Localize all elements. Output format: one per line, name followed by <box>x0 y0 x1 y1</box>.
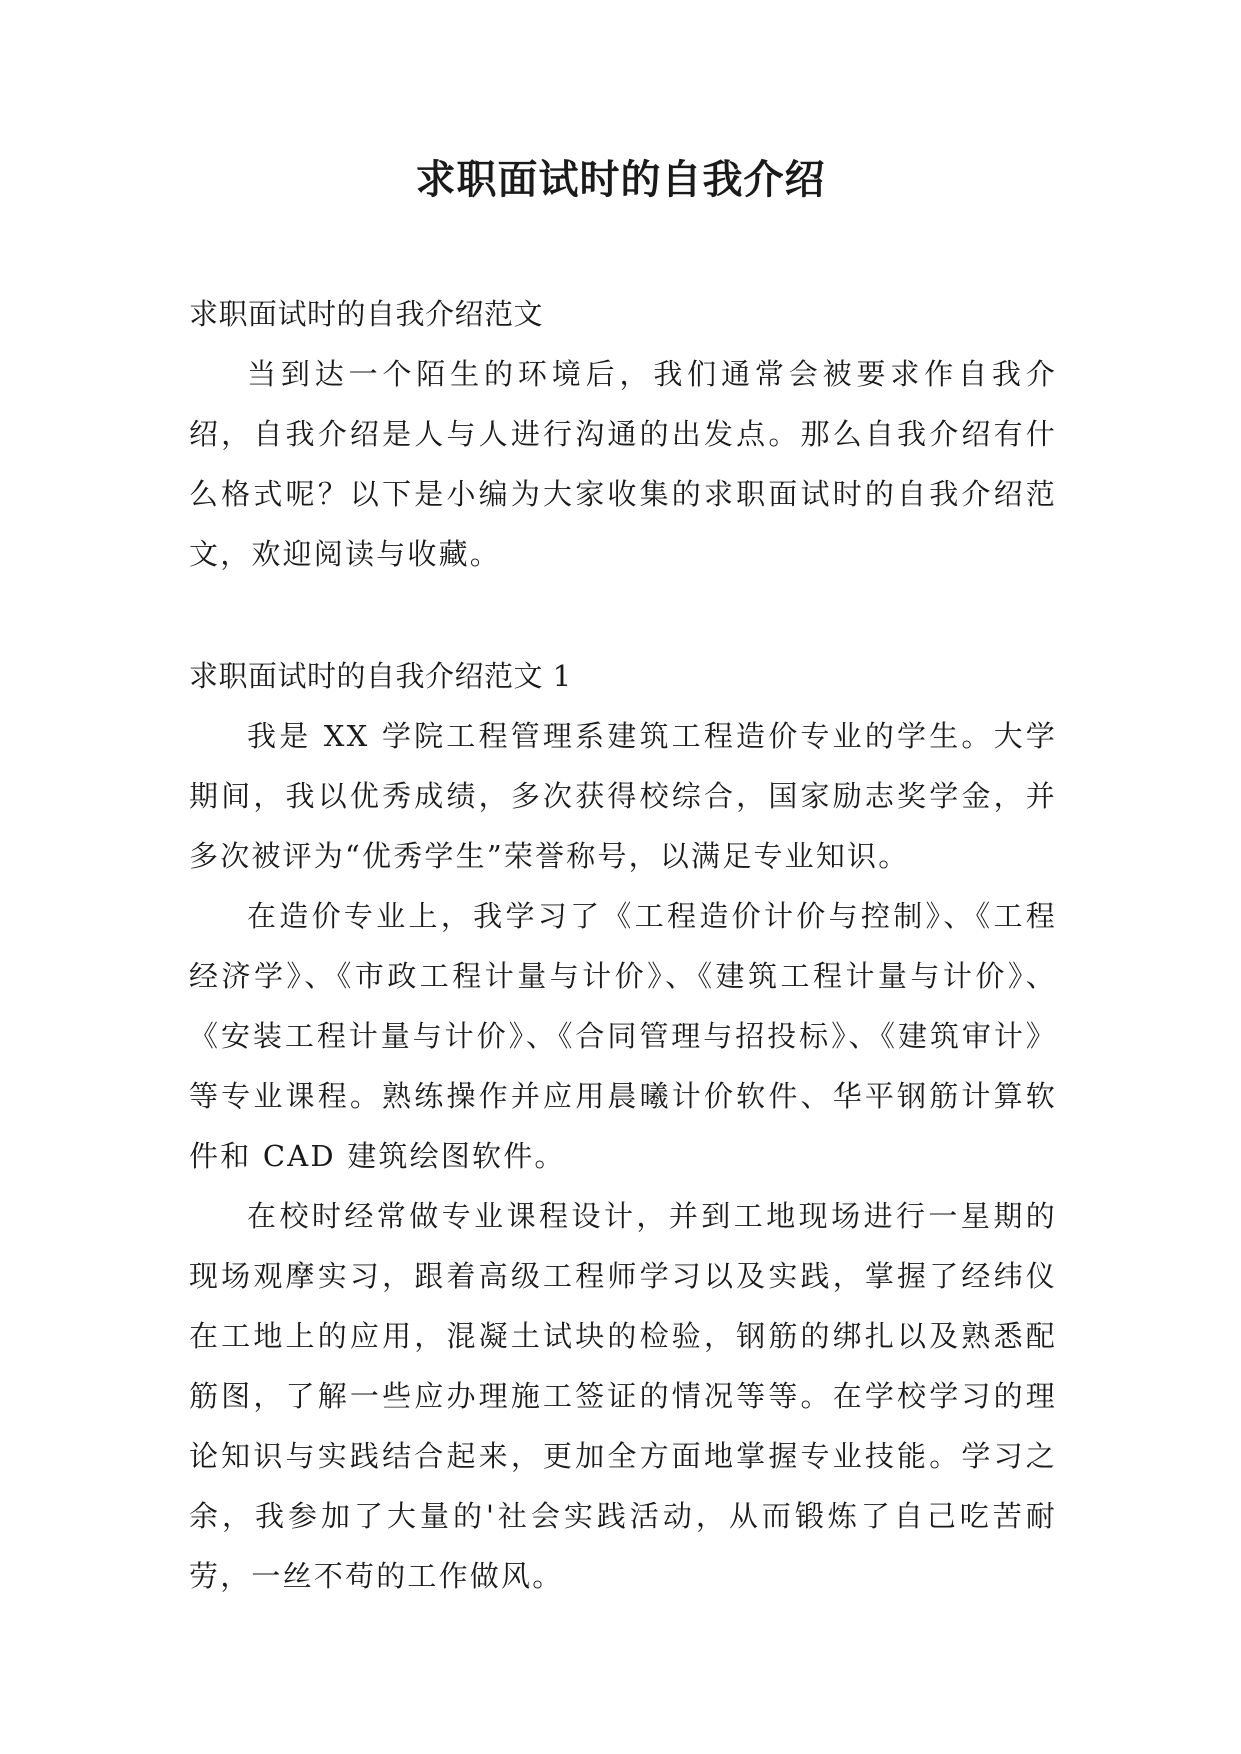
document-title: 求职面试时的自我介绍 <box>415 157 826 203</box>
document-body <box>189 284 1057 1606</box>
intro-paragraph: 当到达一个陌生的环境后，我们通常会被要求作自我介绍，自我介绍是人与人进行沟通的出发点。那么自我介绍有什么格式呢？以下是小编为大家收集的求职面试时的自我介绍范文，欢迎阅读与收藏。 <box>189 357 1057 571</box>
section1-heading: 求职面试时的自我介绍范文 1 <box>189 659 572 693</box>
section1-paragraph-1: 我是 XX 学院工程管理系建筑工程造价专业的学生。大学期间，我以优秀成绩，多次获得校综合，国家励志奖学金，并多次被评为“优秀学生”荣誉称号，以满足专业知识。 <box>189 719 1057 873</box>
section-spacer <box>189 584 1057 646</box>
section1-paragraph-3: 在校时经常做专业课程设计，并到工地现场进行一星期的现场观摩实习，跟着高级工程师学习以及实践，掌握了经纬仪在工地上的应用，混凝土试块的检验，钢筋的绑扎以及熟悉配筋图，了解一些应办理施工签证的情况等等。在学校学习的理论知识与实践结合起来，更加全方面地掌握专业技能。学习之余，我参加了大量的'社会实践活动，从而锻炼了自己吃苦耐劳，一丝不苟的工作做风。 <box>189 1199 1057 1593</box>
intro-heading: 求职面试时的自我介绍范文 <box>189 297 544 331</box>
section1-paragraph-2: 在造价专业上，我学习了《工程造价计价与控制》、《工程经济学》、《市政工程计量与计价》、《建筑工程计量与计价》、《安装工程计量与计价》、《合同管理与招投标》、《建筑审计》等专业课程。熟练操作并应用晨曦计价软件、华平钢筋计算软件和 CAD 建筑绘图软件。 <box>189 899 1057 1173</box>
